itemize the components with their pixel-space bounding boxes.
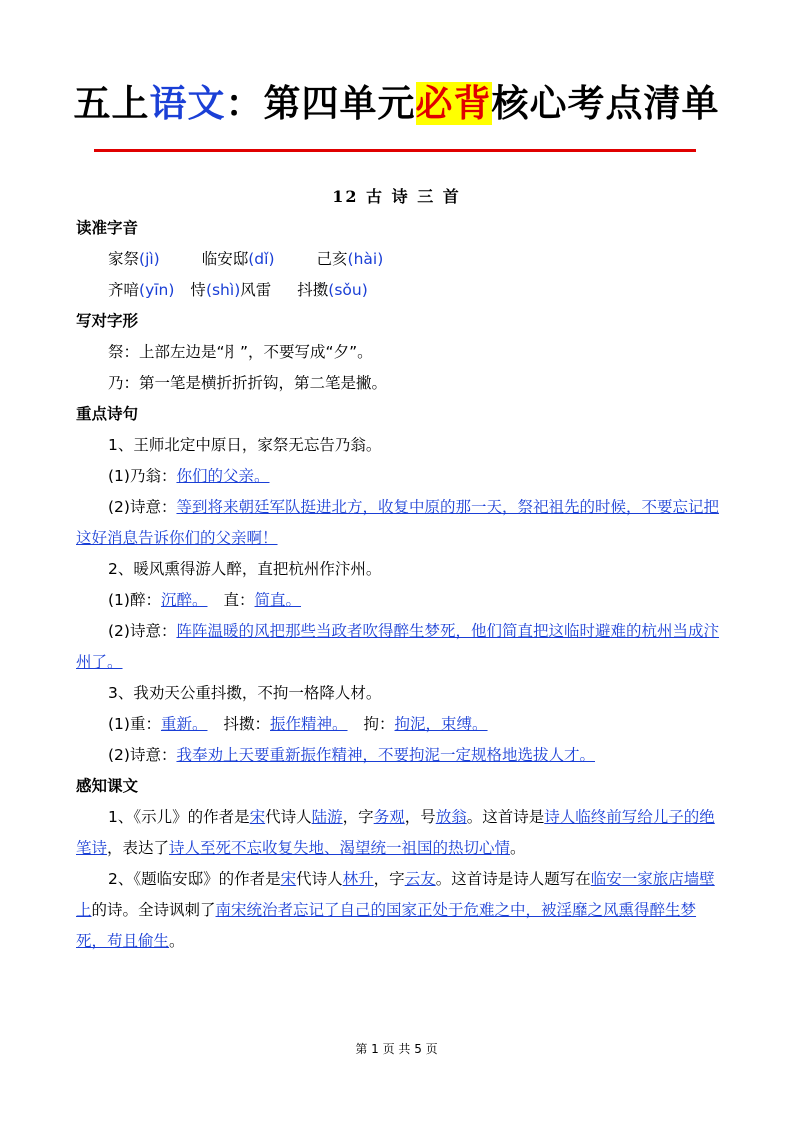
word: 齐喑	[108, 281, 140, 299]
title-divider	[94, 149, 696, 152]
word: 家祭	[108, 250, 140, 268]
label: (2)诗意：	[108, 622, 177, 640]
label: (1)醉：	[108, 591, 161, 609]
explanation-2b	[76, 616, 721, 678]
explanation-3a	[76, 709, 721, 740]
answer: 振作精神。	[270, 715, 348, 733]
label: (2)诗意：	[108, 498, 177, 516]
explanation-1a	[76, 461, 721, 492]
word: 临安邸	[201, 250, 249, 268]
word: 恃	[190, 281, 206, 299]
text: 代诗人	[265, 808, 312, 826]
answer: 务观	[373, 808, 405, 826]
explanation-1b	[76, 492, 721, 554]
pinyin: (dǐ)	[248, 250, 275, 268]
text: 1、《示儿》的作者是	[108, 808, 250, 826]
label: (1)重：	[108, 715, 161, 733]
title-part-1: 五上	[73, 82, 150, 125]
section-heading-pronunciation: 读准字音	[76, 219, 139, 237]
text: ，字	[342, 808, 374, 826]
pronunciation-row-1	[76, 244, 721, 275]
answer: 放翁	[435, 808, 467, 826]
answer: 诗人至死不忘收复失地、渴望统一祖国的热切心情	[169, 839, 511, 857]
page-footer: 第 1 页 共 5 页	[355, 1042, 438, 1056]
pinyin: (jì)	[139, 250, 160, 268]
explanation-2a	[76, 585, 721, 616]
label: (1)乃翁：	[108, 467, 177, 485]
pronunciation-row-2	[76, 275, 721, 306]
text: 。这首诗是诗人题写在	[435, 870, 591, 888]
answer: 你们的父亲。	[176, 467, 270, 485]
lesson-title: 12 古 诗 三 首	[332, 187, 461, 206]
glyph-note-1: 祭：上部左边是“⺼”，不要写成“夕”。	[108, 343, 373, 361]
pinyin: (hài)	[347, 250, 384, 268]
answer: 宋	[280, 870, 297, 888]
answer: 临安一家旅店墙壁上	[76, 870, 715, 919]
poem-line-2: 2、暖风熏得游人醉，直把杭州作汴州。	[108, 560, 382, 578]
text: 的诗。全诗讽刺了	[91, 901, 216, 919]
word: 抖擞	[297, 281, 329, 299]
pinyin: (yīn)	[139, 281, 175, 299]
section-heading-key-lines: 重点诗句	[76, 405, 139, 423]
content	[76, 213, 721, 957]
title-part-5: 核心考点清单	[491, 82, 720, 125]
answer: 拘泥，束缚。	[394, 715, 488, 733]
section-heading-glyph: 写对字形	[76, 312, 139, 330]
pinyin: (sǒu)	[328, 281, 368, 299]
label: 直：	[223, 591, 255, 609]
poem-line-1: 1、王师北定中原日，家祭无忘告乃翁。	[108, 436, 382, 454]
answer: 我奉劝上天要重新振作精神，不要拘泥一定规格地选拔人才。	[176, 746, 595, 764]
word: 己亥	[316, 250, 348, 268]
overview-paragraph-2	[76, 864, 721, 957]
text: 2、《题临安邸》的作者是	[108, 870, 281, 888]
title-part-3: ：第四单元	[225, 82, 416, 125]
text: 。	[510, 839, 526, 857]
answer: 诗人临终前写给儿子的绝笔诗	[76, 808, 715, 857]
overview-paragraph-1	[76, 802, 721, 864]
glyph-note-2: 乃：第一笔是横折折折钩，第二笔是撇。	[108, 374, 388, 392]
answer: 宋	[249, 808, 266, 826]
text: 代诗人	[296, 870, 343, 888]
answer: 等到将来朝廷军队挺进北方，收复中原的那一天，祭祀祖先的时候，不要忘记把这好消息告诉你们的父亲啊！	[76, 498, 719, 547]
title-part-2: 语文	[149, 82, 226, 125]
text: ，字	[373, 870, 405, 888]
text: 。这首诗是	[466, 808, 545, 826]
answer: 阵阵温暖的风把那些当政者吹得醉生梦死，他们简直把这临时避难的杭州当成汴州了。	[76, 622, 719, 671]
label: 抖擞：	[223, 715, 270, 733]
answer: 林升	[342, 870, 374, 888]
text: 。	[169, 932, 185, 950]
word: 风雷	[240, 281, 272, 299]
text: ，表达了	[107, 839, 170, 857]
answer: 简直。	[254, 591, 302, 609]
text: ，号	[404, 808, 436, 826]
section-heading-text-overview: 感知课文	[76, 777, 139, 795]
answer: 南宋统治者忘记了自己的国家正处于危难之中，被淫靡之风熏得醉生梦死，苟且偷生	[76, 901, 697, 950]
pinyin: (shì)	[205, 281, 241, 299]
poem-line-3: 3、我劝天公重抖擞，不拘一格降人材。	[108, 684, 382, 702]
answer: 重新。	[160, 715, 208, 733]
answer: 云友	[404, 870, 436, 888]
page-title	[0, 78, 793, 130]
label: (2)诗意：	[108, 746, 177, 764]
label: 拘：	[363, 715, 395, 733]
answer: 沉醉。	[160, 591, 208, 609]
explanation-3b	[76, 740, 721, 771]
title-part-4: 必背	[415, 82, 492, 125]
answer: 陆游	[311, 808, 343, 826]
